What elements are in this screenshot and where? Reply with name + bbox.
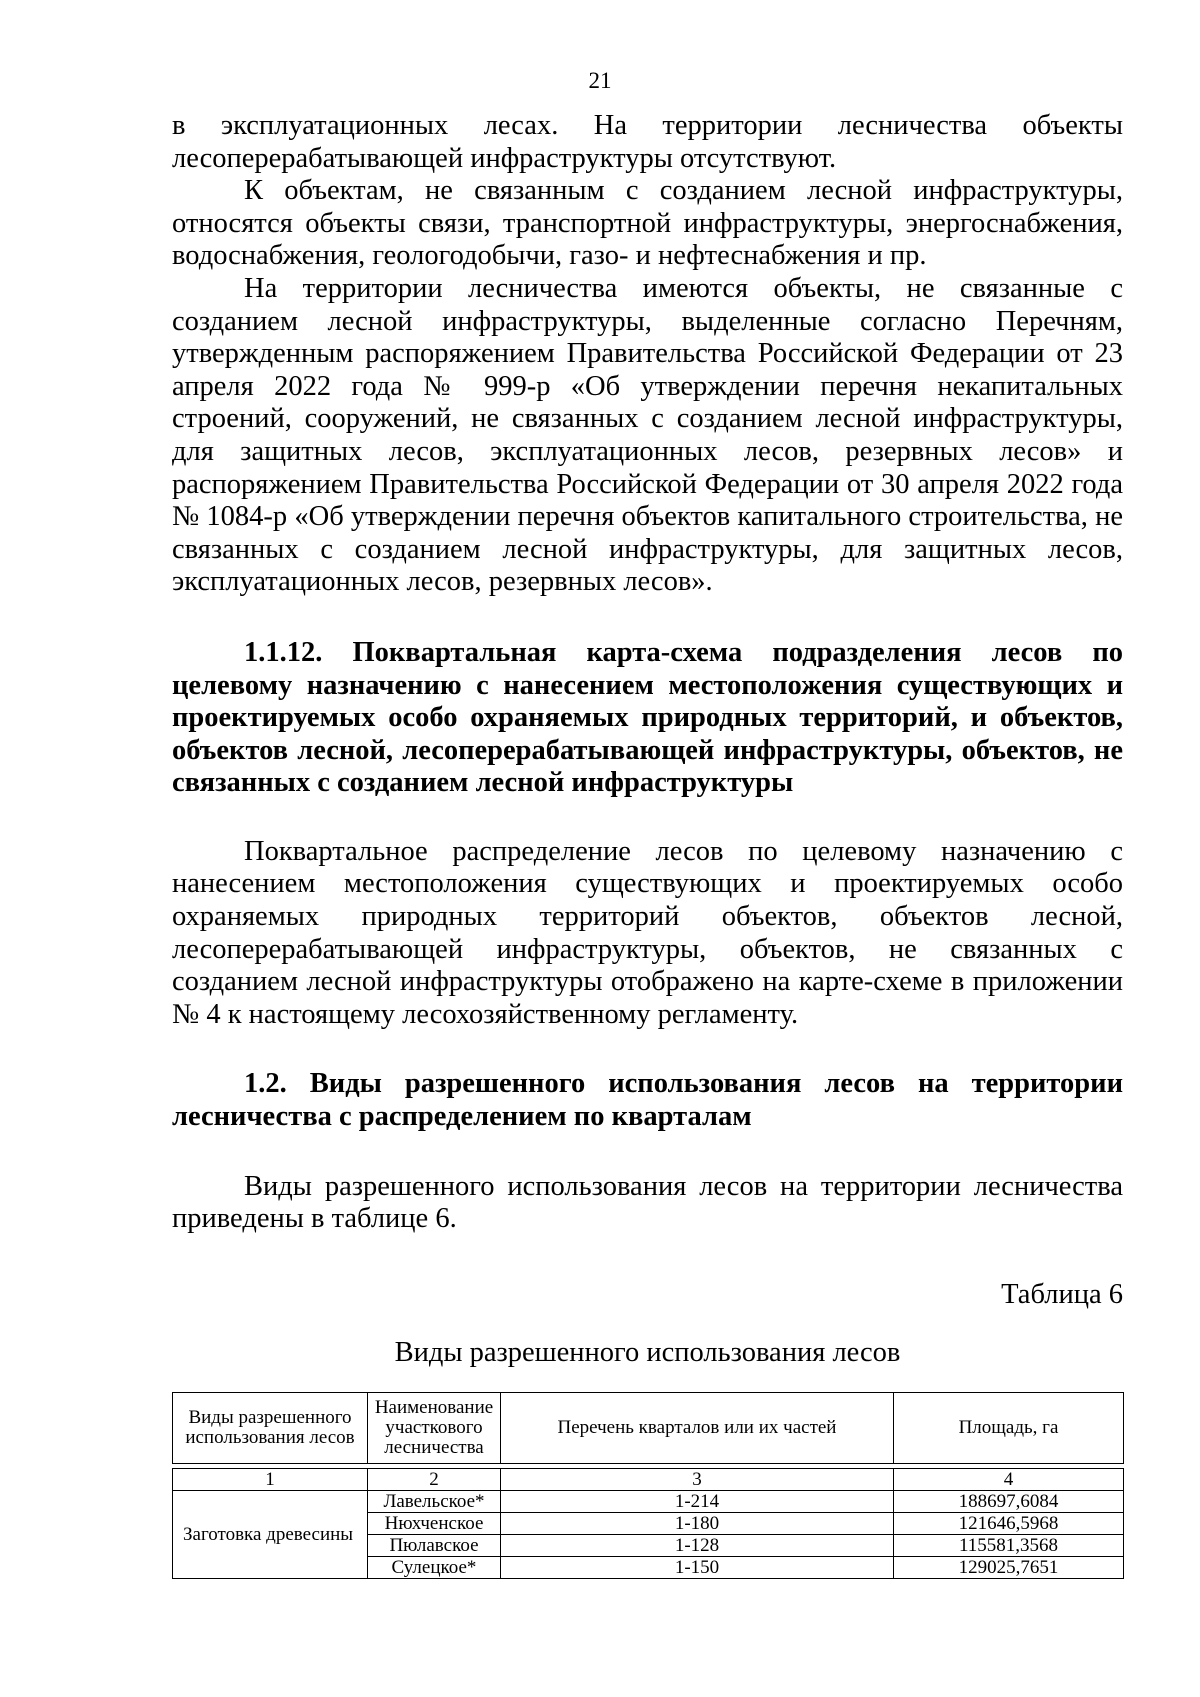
table-header-row [173, 1393, 1124, 1464]
table-cell-forestry: Сулецкое* [368, 1557, 501, 1579]
section-heading-1-2: 1.2. Виды разрешенного использования лесов на территории лесничества с распределением по кварталам [172, 1068, 1123, 1133]
table-cell-forestry: Пюлавское [368, 1535, 501, 1557]
table-cell-area: 115581,3568 [894, 1535, 1124, 1557]
table-column-number: 1 [173, 1469, 368, 1491]
land-use-table [172, 1392, 1124, 1579]
table-column-number: 4 [894, 1469, 1124, 1491]
table-header-cell: Перечень кварталов или их частей [501, 1393, 894, 1464]
table-header-cell: Площадь, га [894, 1393, 1124, 1464]
table-cell-quarters: 1-128 [501, 1535, 894, 1557]
table-header-cell: Наименование участкового лесничества [368, 1393, 501, 1464]
page-number: 21 [588, 68, 612, 93]
table-cell-quarters: 1-214 [501, 1491, 894, 1513]
table-group-label: Заготовка древесины [173, 1491, 368, 1579]
paragraph-1: в эксплуатационных лесах. На территории лесничества объекты лесоперерабатывающей инфраструктуры отсутствуют. [172, 110, 1123, 174]
table-cell-area: 188697,6084 [894, 1491, 1124, 1513]
table-cell-forestry: Лавельское* [368, 1491, 501, 1513]
paragraph-5: Виды разрешенного использования лесов на территории лесничества приведены в таблице 6. [172, 1170, 1123, 1235]
table-cell-quarters: 1-150 [501, 1557, 894, 1579]
table-header-cell: Виды разрешенного использования лесов [173, 1393, 368, 1464]
table-label: Таблица 6 [1001, 1278, 1123, 1310]
table-column-number: 2 [368, 1469, 501, 1491]
paragraph-3: На территории лесничества имеются объекты, не связанные с созданием лесной инфраструктуры, выделенные согласно Перечням, утвержденным распоряжением Правительства Российской Федерации от 23 апреля 2022 года № 999-р «Об утверждении перечня некапитальных строений, сооружений, не связанных с созданием лесной инфраструктуры, для защитных лесов, эксплуатационных лесов, резервных лесов» и распоряжением Правительства Российской Федерации от 30 апреля 2022 года № 1084-р «Об утверждении перечня объектов капитального строительства, не связанных с созданием лесной инфраструктуры, для защитных лесов, эксплуатационных лесов, резервных лесов». [172, 272, 1123, 598]
section-heading-1-1-12: 1.1.12. Поквартальная карта-схема подразделения лесов по целевому назначению с нанесением местоположения существующих и проектируемых особо охраняемых природных территорий, и объектов, объектов лесной, лесоперерабатывающей инфраструктуры, объектов, не связанных с созданием лесной инфраструктуры [172, 636, 1123, 799]
table-cell-area: 129025,7651 [894, 1557, 1124, 1579]
table-cell-quarters: 1-180 [501, 1513, 894, 1535]
table-cell-area: 121646,5968 [894, 1513, 1124, 1535]
table-cell-forestry: Нюхченское [368, 1513, 501, 1535]
table-title: Виды разрешенного использования лесов [394, 1336, 901, 1368]
paragraph-2: К объектам, не связанным с созданием лесной инфраструктуры, относятся объекты связи, транспортной инфраструктуры, энергоснабжения, водоснабжения, геологодобычи, газо- и нефтеснабжения и пр. [172, 175, 1123, 272]
table-row [173, 1491, 1124, 1513]
table-column-number-row [173, 1469, 1124, 1491]
page-content [172, 110, 1123, 1369]
table-column-number: 3 [501, 1469, 894, 1491]
paragraph-4: Поквартальное распределение лесов по целевому назначению с нанесением местоположения существующих и проектируемых особо охраняемых природных территорий объектов, объектов лесной, лесоперерабатывающей инфраструктуры, объектов, не связанных с созданием лесной инфраструктуры отображено на карте-схеме в приложении № 4 к настоящему лесохозяйственному регламенту. [172, 835, 1123, 1030]
